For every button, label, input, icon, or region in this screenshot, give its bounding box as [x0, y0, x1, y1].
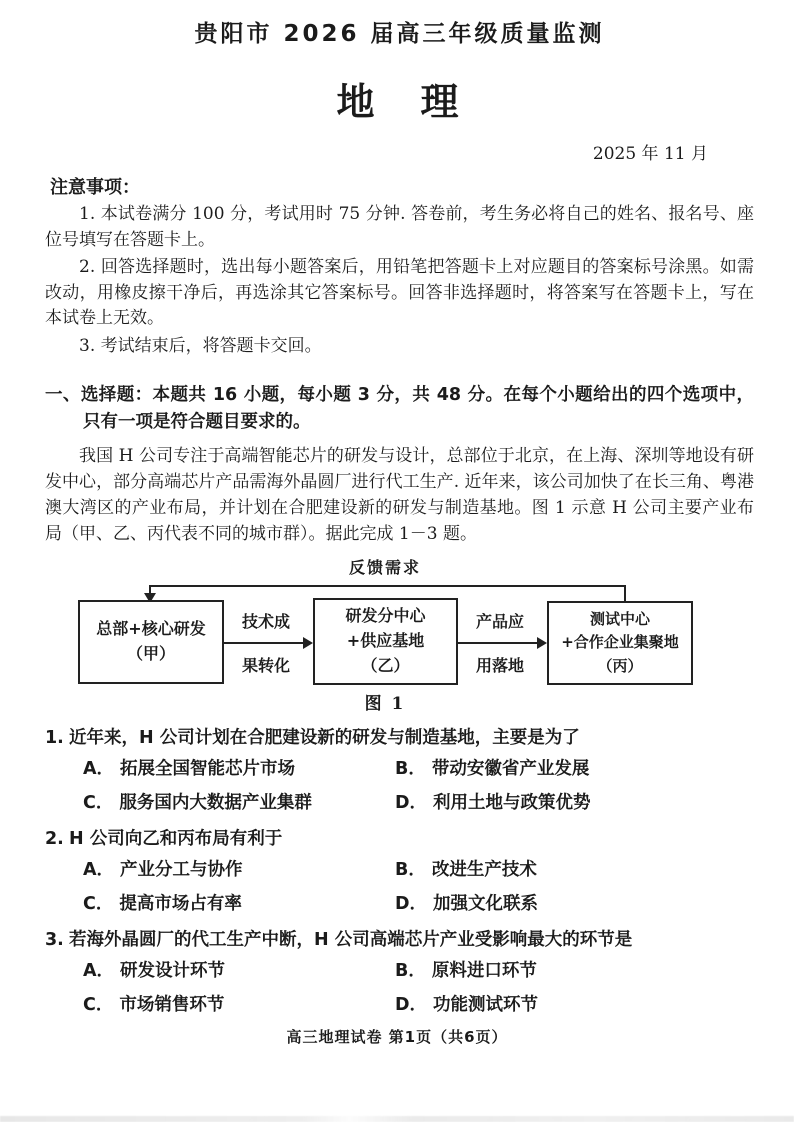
question-2-options [83, 858, 754, 917]
arrow-label-product-top: 产品应 [475, 612, 524, 631]
option-d-text: 功能测试环节 [433, 995, 539, 1015]
notice-section [45, 173, 754, 359]
diagram-node-jia [78, 600, 224, 684]
notice-item-1: 1. 本试卷满分 100 分，考试用时 75 分钟. 答卷前，考生务必将自己的姓名、报名号、座位号填写在答题卡上。 [45, 204, 754, 250]
option-d-text: 利用土地与政策优势 [433, 793, 591, 813]
question-2-text: H 公司向乙和丙布局有利于 [69, 829, 283, 849]
option-b-letter: B． [395, 961, 426, 981]
option-b-text: 原料进口环节 [431, 961, 537, 981]
question-1-options [83, 757, 754, 816]
question-3-stem [45, 927, 754, 953]
option-b-letter: B． [395, 860, 426, 880]
option-b [395, 757, 754, 782]
question-3-options [83, 959, 754, 1018]
option-d [395, 791, 754, 816]
option-d-letter: D． [395, 793, 428, 813]
option-c [83, 791, 395, 816]
arrow-label-tech-top: 技术成 [241, 612, 290, 631]
question-3 [45, 927, 754, 1018]
question-2-stem [45, 826, 754, 852]
option-a [83, 757, 395, 782]
option-d [395, 892, 754, 917]
option-b [395, 858, 754, 883]
notice-item-2: 2. 回答选择题时，选出每小题答案后，用铅笔把答题卡上对应题目的答案标号涂黑。如需改动，用橡皮擦干净后，再选涂其它答案标号。回答非选择题时，将答案写在答题卡上，写在本试卷上无效。 [45, 257, 754, 328]
option-b-text: 改进生产技术 [431, 860, 537, 880]
option-b-letter: B． [395, 759, 426, 779]
diagram-node-bing [547, 601, 693, 685]
question-3-number: 3. [45, 930, 64, 950]
diagram-node-yi [313, 598, 458, 685]
node-jia-line-2: （甲） [126, 644, 175, 663]
question-1-stem [45, 725, 754, 751]
option-a-text: 产业分工与协作 [120, 860, 243, 880]
feedback-arrow-horizontal-line [150, 585, 626, 587]
option-c-letter: C． [83, 995, 114, 1015]
arrow-jia-to-yi-line [224, 642, 306, 644]
option-a-letter: A． [83, 961, 115, 981]
option-a-text: 拓展全国智能芯片市场 [120, 759, 296, 779]
arrow-label-product-bottom: 用落地 [475, 656, 524, 675]
option-a-letter: A． [83, 860, 115, 880]
exam-title: 贵阳市 2026 届高三年级质量监测 [194, 21, 605, 47]
option-c-letter: C． [83, 894, 114, 914]
notice-item-3: 3. 考试结束后，将答题卡交回。 [79, 335, 322, 356]
question-1-number: 1. [45, 728, 64, 748]
page-content [0, 15, 794, 1018]
option-d-letter: D． [395, 995, 428, 1015]
question-2-number: 2. [45, 829, 64, 849]
node-bing-line-1: 测试中心 [589, 610, 650, 629]
option-b-text: 带动安徽省产业发展 [431, 759, 590, 779]
question-1-text: 近年来，H 公司计划在合肥建设新的研发与制造基地，主要是为了 [69, 728, 580, 748]
question-1 [45, 725, 754, 816]
option-a [83, 959, 395, 984]
arrow-label-tech-bottom: 果转化 [241, 656, 290, 675]
exam-date: 2025 年 11 月 [592, 144, 708, 164]
node-jia-line-1: 总部+核心研发 [96, 619, 206, 639]
option-a [83, 858, 395, 883]
subject-title: 地 理 [336, 80, 463, 124]
option-b [395, 959, 754, 984]
question-group-passage: 我国 H 公司专注于高端智能芯片的研发与设计，总部位于北京，在上海、深圳等地设有研发中心，部分高端芯片产品需海外晶圆厂进行代工生产. 近年来，该公司加快了在长三角、粤港澳大湾区的产业布局，并计划在合肥建设新的研发与制造基地。图 1 示意 H 公司主要产业布局（甲、乙、丙代表不同的城市群）。据此完成 1－3 题。 [45, 446, 754, 544]
node-yi-line-2: +供应基地 [346, 631, 425, 651]
question-3-text: 若海外晶圆厂的代工生产中断，H 公司高端芯片产业受影响最大的环节是 [69, 930, 633, 950]
option-c-text: 提高市场占有率 [119, 894, 242, 914]
option-a-text: 研发设计环节 [120, 961, 226, 981]
page-footer: 高三地理试卷 第1页（共6页） [286, 1028, 508, 1046]
notice-heading: 注意事项： [50, 177, 140, 198]
figure-caption: 图 1 [364, 694, 406, 714]
option-c-text: 市场销售环节 [119, 995, 225, 1015]
arrow-right-icon [537, 637, 547, 649]
option-a-letter: A． [83, 759, 115, 779]
arrow-right-icon [303, 637, 313, 649]
node-yi-line-1: 研发分中心 [345, 606, 426, 626]
section-one-heading: 一、选择题：本题共 16 小题，每小题 3 分，共 48 分。在每个小题给出的四个选项中，只有一项是符合题目要求的。 [45, 385, 754, 432]
question-2 [45, 826, 754, 917]
feedback-arrow-right-segment [624, 585, 626, 602]
scan-edge-artifact [0, 1116, 794, 1122]
option-c-text: 服务国内大数据产业集群 [119, 793, 312, 813]
option-c-letter: C． [83, 793, 114, 813]
option-d [395, 993, 754, 1018]
feedback-demand-label: 反馈需求 [348, 558, 421, 577]
option-c [83, 892, 395, 917]
option-d-letter: D． [395, 894, 428, 914]
node-bing-line-2: +合作企业集聚地 [561, 633, 679, 652]
figure-1-diagram [45, 555, 754, 715]
option-d-text: 加强文化联系 [433, 894, 539, 914]
option-c [83, 993, 395, 1018]
node-bing-line-3: （丙） [597, 656, 643, 675]
arrow-yi-to-bing-line [458, 642, 540, 644]
node-yi-line-3: （乙） [361, 655, 410, 675]
